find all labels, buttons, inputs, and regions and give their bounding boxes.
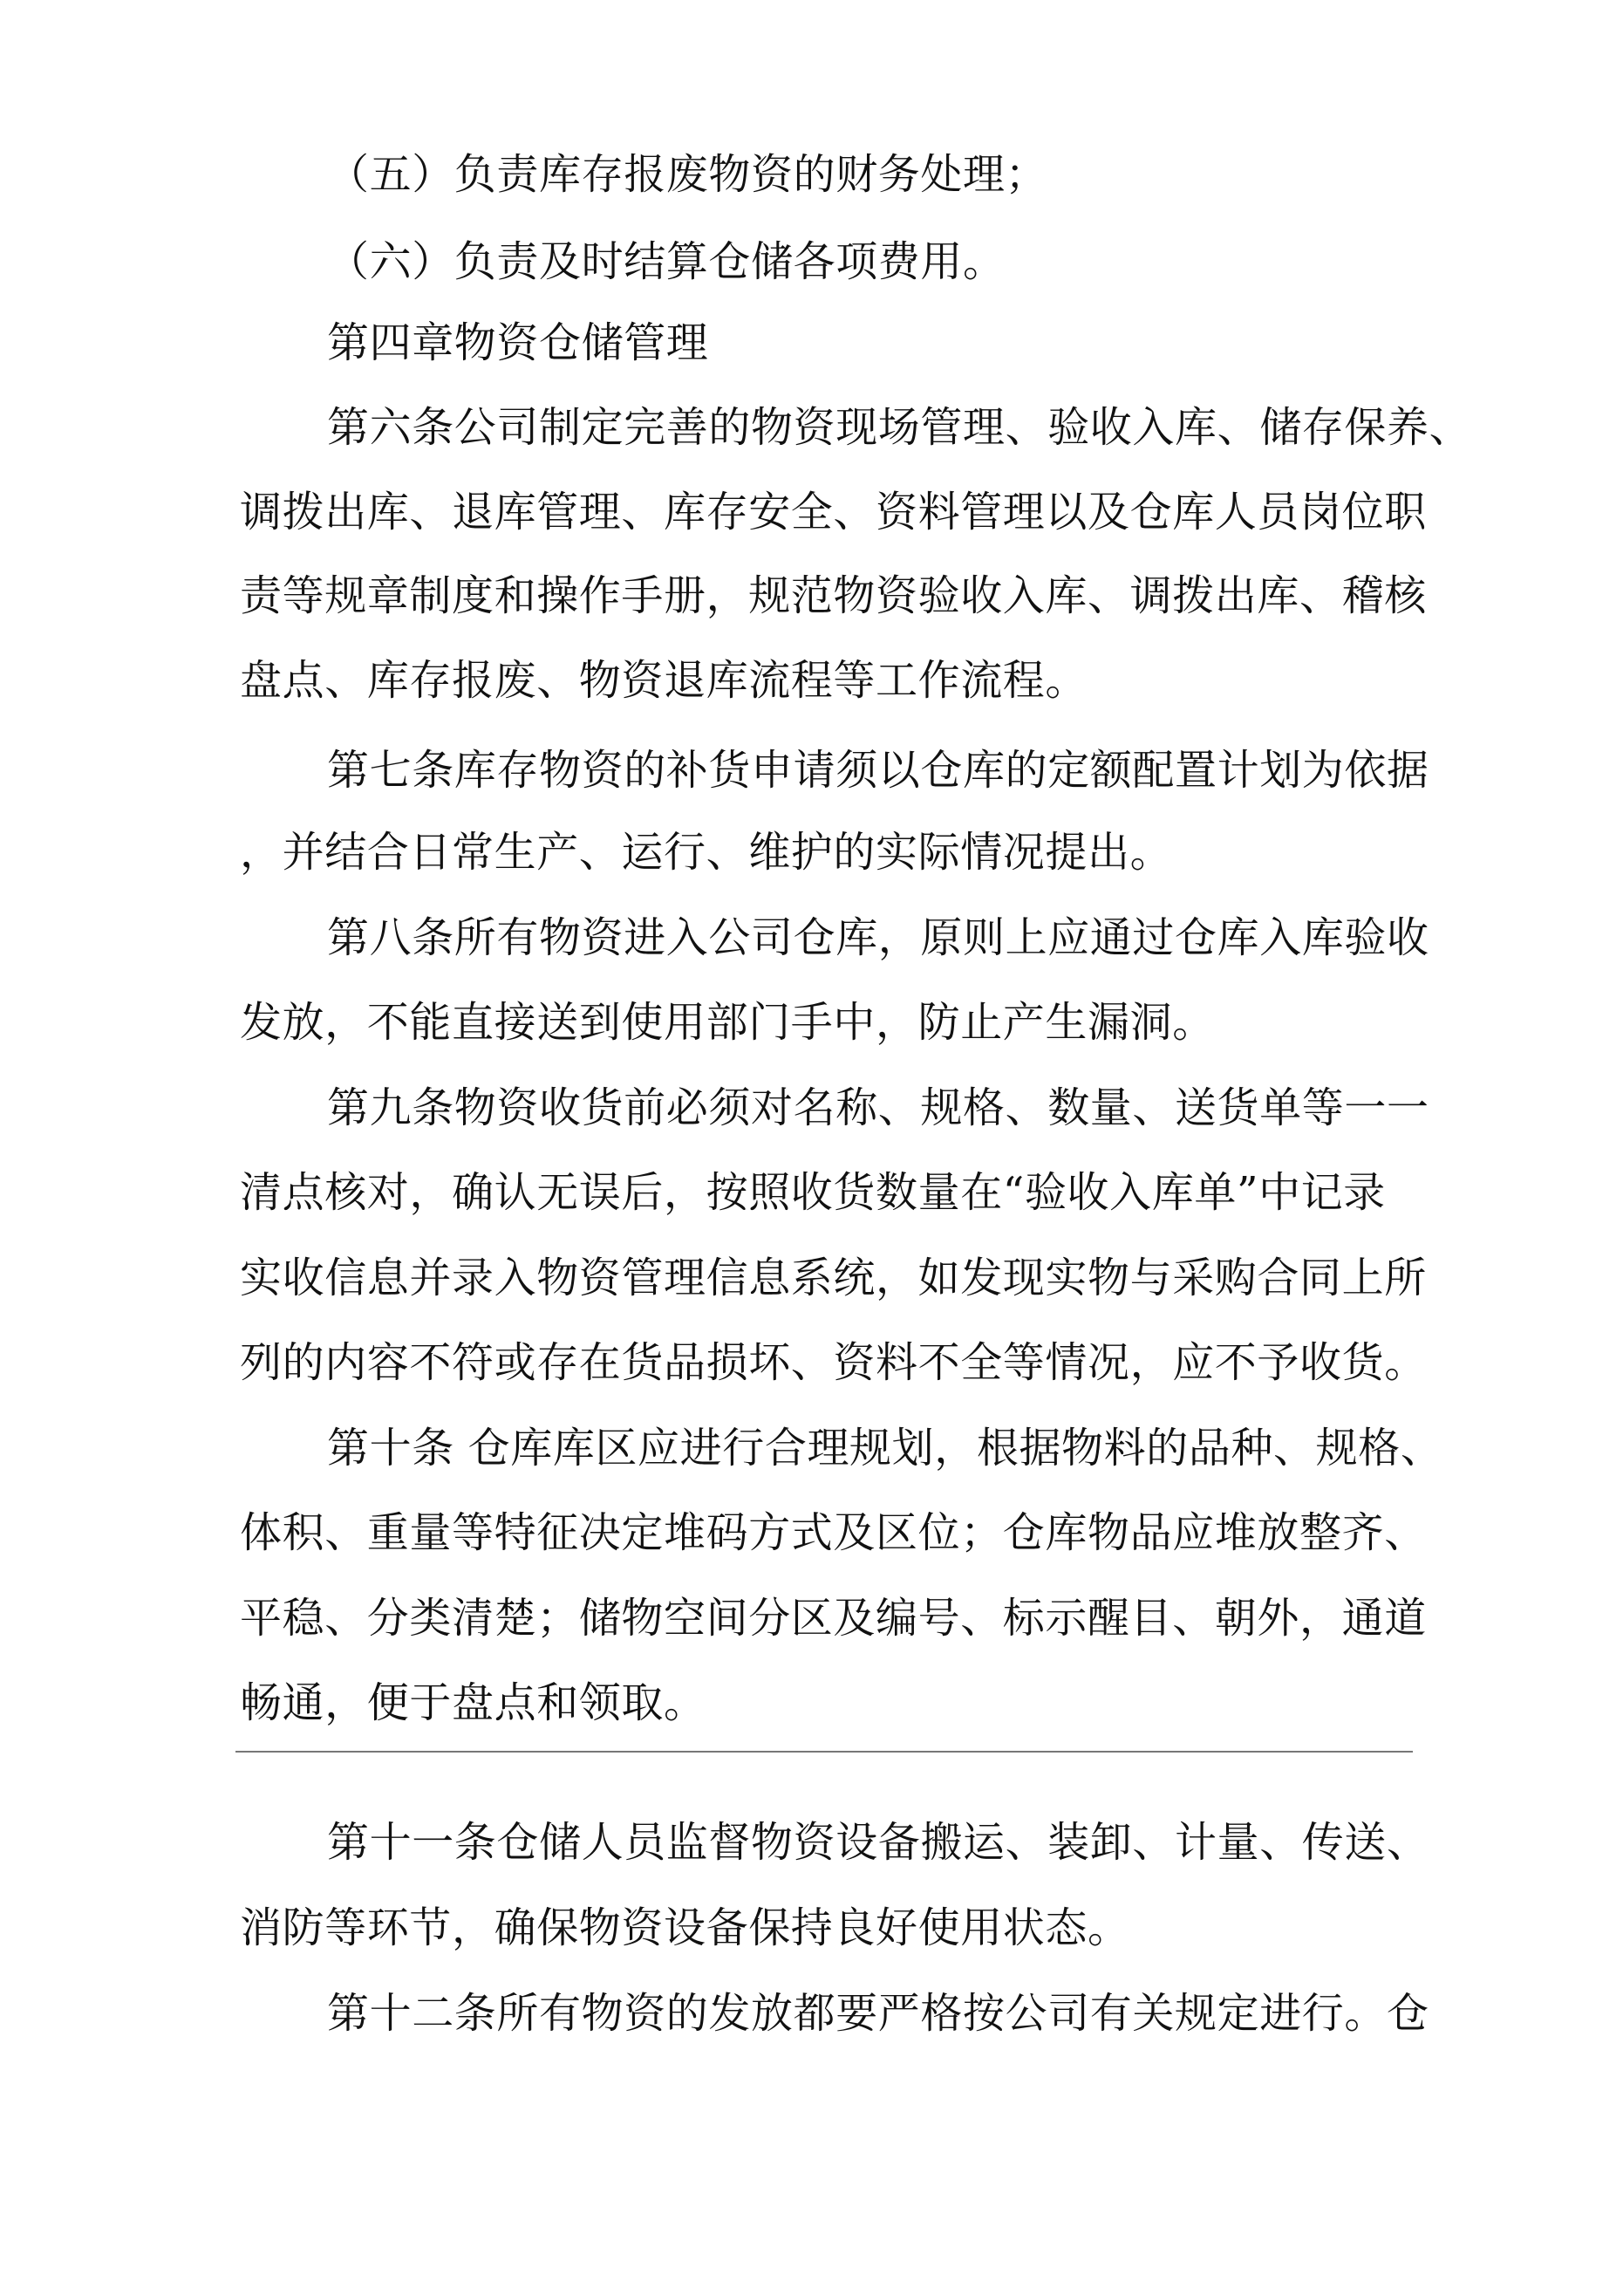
paragraph-line: 实收信息并录入物资管理信息系统，如发现实物与采购合同上所 <box>240 1254 1427 1302</box>
chapter-heading: 第四章物资仓储管理 <box>327 318 709 367</box>
paragraph-line: 第九条物资收货前必须对名称、规格、数量、送货单等一一 <box>327 1083 1429 1132</box>
paragraph-line: （六）负责及时结算仓储各项费用。 <box>327 237 1006 286</box>
paragraph-line: 列的内容不符或存在货品损坏、资料不全等情况，应不予收货。 <box>240 1338 1427 1387</box>
paragraph-line: 调拨出库、退库管理、库存安全、资料管理以及仓库人员岗位职 <box>240 488 1427 536</box>
paragraph-line: 责等规章制度和操作手册，规范物资验收入库、调拨出库、稽核 <box>240 571 1427 620</box>
paragraph-line: 第七条库存物资的补货申请须以仓库的定额配置计划为依据 <box>327 746 1429 795</box>
paragraph-line: ，并结合日常生产、运行、维护的实际情况提出。 <box>240 828 1173 877</box>
paragraph-line: 消防等环节，确保物资设备保持良好使用状态。 <box>240 1903 1130 1952</box>
paragraph-line: 第十一条仓储人员监督物资设备搬运、装卸、计量、传送、 <box>327 1818 1429 1867</box>
paragraph-line: 第十二条所有物资的发放都要严格按公司有关规定进行。仓 <box>327 1989 1429 2038</box>
paragraph-line: （五）负责库存报废物资的财务处理； <box>327 150 1048 199</box>
horizontal-divider <box>235 1751 1413 1753</box>
paragraph-line: 第十条 仓库库区应进行合理规划，根据物料的品种、规格、 <box>327 1424 1443 1473</box>
paragraph-line: 盘点、库存报废、物资退库流程等工作流程。 <box>240 656 1088 705</box>
paragraph-line: 发放，不能直接送到使用部门手中，防止产生漏洞。 <box>240 998 1215 1047</box>
paragraph-line: 第八条所有物资进入公司仓库，原则上应通过仓库入库验收 <box>327 913 1429 962</box>
paragraph-line: 体积、重量等特征决定堆码方式及区位；仓库物品应堆放整齐、 <box>240 1508 1427 1557</box>
paragraph-line: 第六条公司制定完善的物资现场管理、验收入库、储存保养、 <box>327 403 1472 452</box>
paragraph-line: 清点核对，确认无误后，按照收货数量在“验收入库单”中记录 <box>240 1168 1386 1217</box>
paragraph-line: 畅通，便于盘点和领取。 <box>240 1678 706 1727</box>
paragraph-line: 平稳、分类清楚；储物空间分区及编号、标示醒目、朝外，通道 <box>240 1594 1427 1643</box>
